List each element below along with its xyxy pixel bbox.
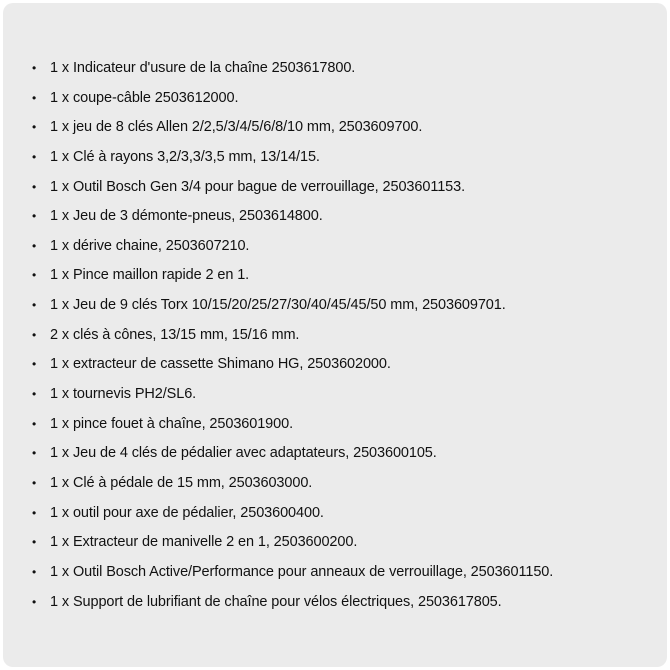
list-item: [3, 143, 667, 173]
bullet: •: [32, 90, 37, 105]
bullet: •: [32, 505, 37, 520]
content-panel: [3, 3, 667, 667]
list-item-text: 1 x Jeu de 3 démonte-pneus, 2503614800.: [50, 208, 323, 225]
bullet: •: [32, 298, 37, 313]
list-item-text: 1 x Outil Bosch Gen 3/4 pour bague de verrouillage, 2503601153.: [50, 178, 466, 195]
list-item: [3, 558, 667, 588]
list-item: [3, 321, 667, 351]
bullet: •: [32, 327, 37, 342]
list-item-text: 1 x Clé à pédale de 15 mm, 2503603000.: [50, 474, 313, 491]
list-item-text: 1 x dérive chaine, 2503607210.: [50, 237, 250, 254]
list-item-text: 1 x pince fouet à chaîne, 2503601900.: [50, 415, 293, 432]
bullet: •: [32, 535, 37, 550]
list-item: [3, 499, 667, 529]
list-item-text: 1 x tournevis PH2/SL6.: [50, 386, 197, 403]
bullet: •: [32, 564, 37, 579]
bullet: •: [32, 179, 37, 194]
list-item-text: 1 x outil pour axe de pédalier, 2503600400.: [50, 504, 324, 521]
list-item: [3, 291, 667, 321]
list-item: [3, 528, 667, 558]
list-item: [3, 232, 667, 262]
list-item-text: 1 x Outil Bosch Active/Performance pour anneaux de verrouillage, 2503601150.: [50, 563, 554, 580]
bullet: •: [32, 120, 37, 135]
bullet: •: [32, 357, 37, 372]
list-item: [3, 410, 667, 440]
bullet: •: [32, 594, 37, 609]
list-item-text: 1 x Indicateur d'usure de la chaîne 2503617800.: [50, 60, 356, 76]
list-item: [3, 113, 667, 143]
list-item: [3, 84, 667, 114]
bullet: •: [32, 475, 37, 490]
list-item: [3, 350, 667, 380]
bullet: •: [32, 149, 37, 164]
list-item: [3, 469, 667, 499]
bullet: •: [32, 387, 37, 402]
list-item: [3, 588, 667, 618]
list-item-text: 1 x Support de lubrifiant de chaîne pour vélos électriques, 2503617805.: [50, 593, 502, 610]
toolkit-item-list: [3, 54, 667, 617]
bullet: •: [32, 446, 37, 461]
bullet: •: [32, 61, 37, 75]
list-item: [3, 202, 667, 232]
list-item-text: 2 x clés à cônes, 13/15 mm, 15/16 mm.: [50, 326, 300, 343]
list-item: [3, 261, 667, 291]
list-item-text: 1 x Jeu de 4 clés de pédalier avec adaptateurs, 2503600105.: [50, 445, 437, 462]
bullet: •: [32, 238, 37, 253]
bullet: •: [32, 416, 37, 431]
list-item-text: 1 x extracteur de cassette Shimano HG, 2503602000.: [50, 356, 391, 373]
list-item-text: 1 x jeu de 8 clés Allen 2/2,5/3/4/5/6/8/10 mm, 2503609700.: [50, 119, 423, 136]
bullet: •: [32, 268, 37, 283]
list-item: [3, 439, 667, 469]
list-item: [3, 380, 667, 410]
list-item-text: 1 x Extracteur de manivelle 2 en 1, 2503600200.: [50, 534, 358, 551]
list-item-text: 1 x Jeu de 9 clés Torx 10/15/20/25/27/30/40/45/45/50 mm, 2503609701.: [50, 297, 506, 314]
list-item-text: 1 x coupe-câble 2503612000.: [50, 89, 239, 106]
bullet: •: [32, 209, 37, 224]
list-item: [3, 173, 667, 203]
list-item-text: 1 x Pince maillon rapide 2 en 1.: [50, 267, 250, 284]
list-item-text: 1 x Clé à rayons 3,2/3,3/3,5 mm, 13/14/15.: [50, 148, 320, 165]
list-item: [3, 54, 667, 84]
